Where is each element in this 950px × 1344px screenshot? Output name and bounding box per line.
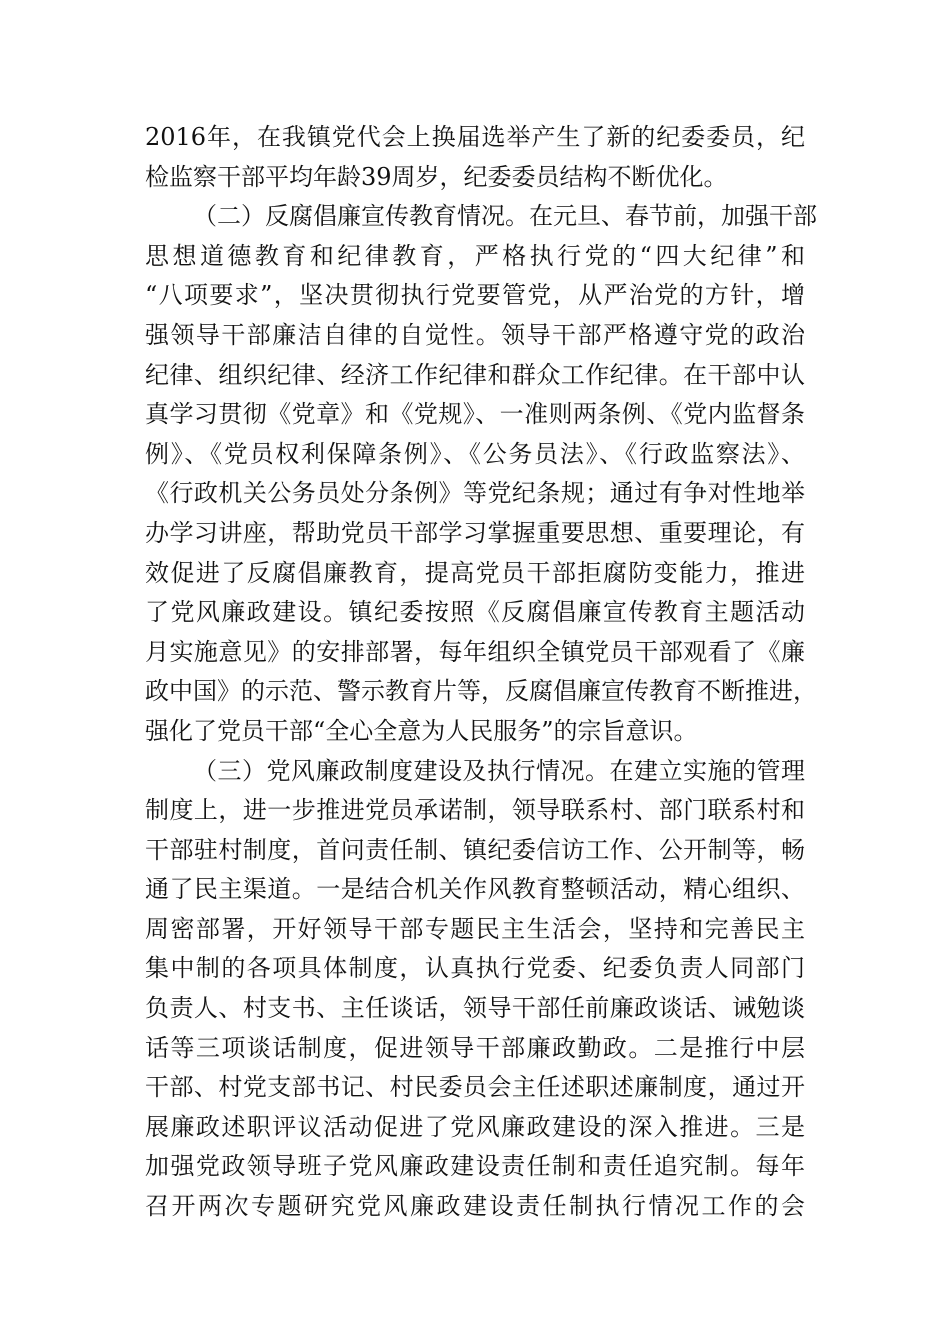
text-line: 真学习贯彻《党章》和《党规》、一准则两条例、《党内监督条 [145,400,805,429]
text-line: 负责人、村支书、主任谈话，领导干部任前廉政谈话、诫勉谈 [145,994,805,1023]
text-line: 例》、《党员权利保障条例》、《公务员法》、《行政监察法》、 [145,439,805,468]
text-line: 《行政机关公务员处分条例》等党纪条规；通过有争对性地举 [145,479,805,508]
text-line: 干部驻村制度，首问责任制、镇纪委信访工作、公开制等，畅 [145,835,805,864]
text-line: “八项要求”，坚决贯彻执行党要管党，从严治党的方针，增 [145,281,805,310]
section-heading-line: （二）反腐倡廉宣传教育情况。在元旦、春节前，加强干部 [193,202,817,231]
text-line: 效促进了反腐倡廉教育，提高党员干部拒腐防变能力，推进 [145,558,805,587]
text-line: 展廉政述职评议活动促进了党风廉政建设的深入推进。三是 [145,1112,805,1141]
text-line: 月实施意见》的安排部署，每年组织全镇党员干部观看了《廉 [145,637,805,666]
text-line: 办学习讲座，帮助党员干部学习掌握重要思想、重要理论，有 [145,518,805,547]
text-line: 周密部署，开好领导干部专题民主生活会，坚持和完善民主 [145,914,805,943]
text-line: 通了民主渠道。一是结合机关作风教育整顿活动，精心组织、 [145,875,805,904]
text-line: 召开两次专题研究党风廉政建设责任制执行情况工作的会 [145,1192,805,1221]
text-line: 2016年，在我镇党代会上换届选举产生了新的纪委委员，纪 [145,123,805,151]
document-body [145,118,817,1227]
text-line: 了党风廉政建设。镇纪委按照《反腐倡廉宣传教育主题活动 [145,598,805,627]
text-line: 话等三项谈话制度，促进领导干部廉政勤政。二是推行中层 [145,1033,805,1062]
text-line: 强领导干部廉洁自律的自觉性。领导干部严格遵守党的政治 [145,320,805,349]
text-line: 干部、村党支部书记、村民委员会主任述职述廉制度，通过开 [145,1073,805,1102]
text-line: 纪律、组织纪律、经济工作纪律和群众工作纪律。在干部中认 [145,360,805,389]
text-line: 强化了党员干部“全心全意为人民服务”的宗旨意识。 [145,716,698,745]
section-heading-line: （三）党风廉政制度建设及执行情况。在建立实施的管理 [193,756,805,785]
text-line: 加强党政领导班子党风廉政建设责任制和责任追究制。每年 [145,1152,805,1181]
text-line: 制度上，进一步推进党员承诺制，领导联系村、部门联系村和 [145,796,805,825]
text-line: 政中国》的示范、警示教育片等，反腐倡廉宣传教育不断推进， [145,677,817,706]
text-line: 思想道德教育和纪律教育，严格执行党的“四大纪律”和 [145,241,805,270]
text-line: 检监察干部平均年龄39周岁，纪委委员结构不断优化。 [145,162,728,191]
text-line: 集中制的各项具体制度，认真执行党委、纪委负责人同部门 [145,954,805,983]
